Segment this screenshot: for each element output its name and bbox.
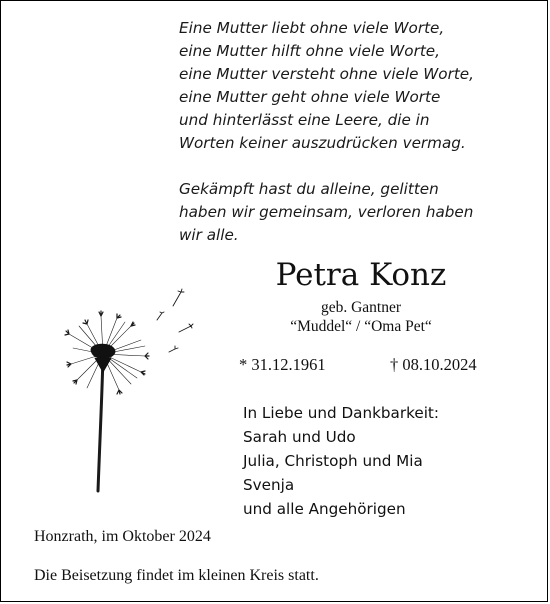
maiden-name: geb. Gantner	[320, 299, 402, 316]
mourner-line: Sarah und Udo	[243, 428, 356, 446]
poem-line: Eine Mutter liebt ohne viele Worte,	[179, 19, 445, 37]
mourner-line: Svenja	[243, 476, 295, 494]
death-date: † 08.10.2024	[390, 355, 477, 374]
poem-line: eine Mutter hilft ohne viele Worte,	[179, 42, 440, 60]
poem-line: eine Mutter versteht ohne viele Worte,	[179, 65, 474, 83]
place-date: Honzrath, im Oktober 2024	[34, 528, 211, 545]
mourner-line: Julia, Christoph und Mia	[243, 452, 423, 470]
poem-line: und hinterlässt eine Leere, die in	[179, 111, 430, 129]
mourner-line: und alle Angehörigen	[243, 500, 406, 518]
funeral-note: Die Beisetzung findet im kleinen Kreis statt.	[34, 567, 319, 584]
mourners-list	[243, 401, 439, 521]
poem-line: Gekämpft hast du alleine, gelitten	[179, 180, 439, 198]
poem-line: wir alle.	[179, 226, 239, 244]
poem	[179, 17, 509, 247]
deceased-name: Petra Konz	[275, 257, 447, 293]
poem-line: eine Mutter geht ohne viele Worte	[179, 88, 441, 106]
poem-line: haben wir gemeinsam, verloren haben	[179, 203, 474, 221]
mourner-line: In Liebe und Dankbarkeit:	[243, 404, 439, 422]
poem-line: Worten keiner auszudrücken vermag.	[179, 134, 466, 152]
dandelion-icon	[61, 276, 201, 496]
birth-date: * 31.12.1961	[239, 355, 326, 374]
nicknames: “Muddel“ / “Oma Pet“	[290, 318, 432, 335]
